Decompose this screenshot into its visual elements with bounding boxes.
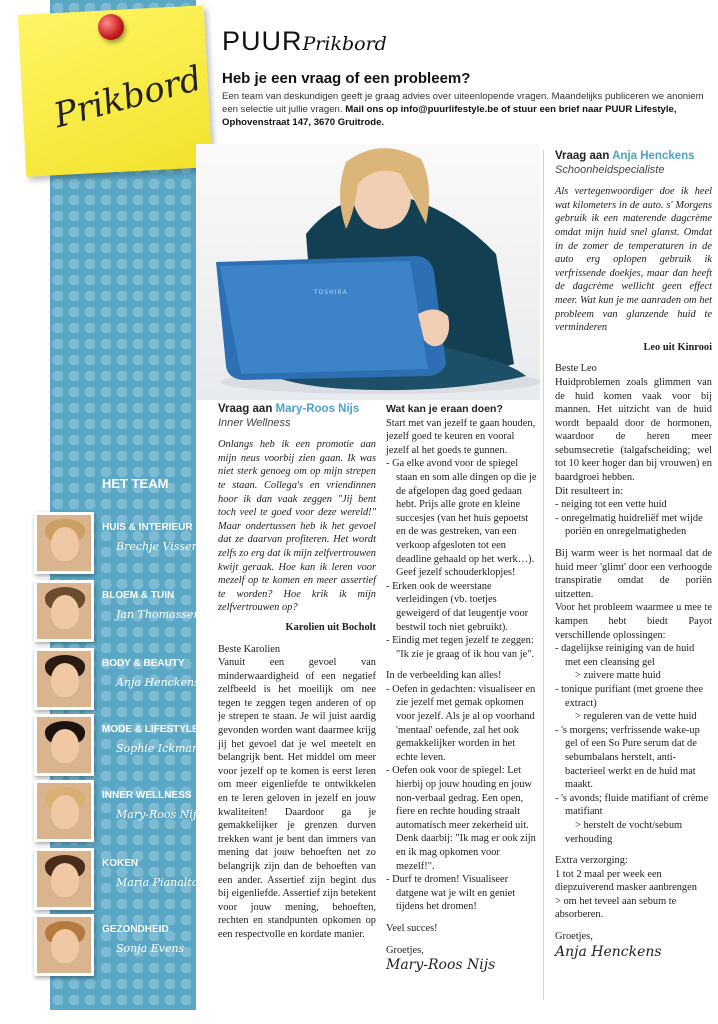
team-member-role: HUIS & INTERIEUR (102, 522, 193, 533)
brand-name: PUUR (222, 26, 303, 56)
q2-extra-title: Extra verzorging: (555, 855, 628, 867)
team-member-role: GEZONDHEID (102, 924, 169, 935)
intro-contact: Mail ons op info@puurlifestyle.be of stuur een brief naar PUUR Lifestyle, Ophovenstraat 147, 3670 Gruitrode. (222, 104, 677, 128)
team-member-role: KOKEN (102, 858, 139, 869)
q1-answer: Vanuit een gevoel van minderwaardigheid of een negatief zelfbeeld is het moeilijk om nee tegen te zeggen tegen anderen of op je strepen te staan. Je wil juist aardig gevonden worden want daarmee krijg jij het gevoel dat je wel meetelt en belangrijk bent. Het middel om meer voor jezelf op te komen is eerst leren om meer eigenliefde te ontwikkelen en te leren geloven in jezelf en jouw kwaliteiten! Daardoor ga je gemakkelijker je grenzen durven trekken want je bent dan immers van mening dat jouw behoeften net zo belangrijk zijn dan de behoeften van een ander. Assertief zijn begint dus bij eigenliefde. Assertief zijn betekent voor jouw mening, behoeften, rechten en standpunten opkomen op een respectvolle en kordate manier. (218, 657, 376, 940)
team-member (34, 512, 203, 578)
list-item: - Oefen in gedachten: visualiseer en zie jezelf met gemak opkomen voor jezelf. Als je al op voorhand 'mentaal' oefende, zal het ook gemakkelijker worden in het echte leven. (386, 683, 538, 765)
team-member-name: Jan Thomassen (116, 608, 201, 621)
list-item (555, 792, 712, 846)
avatar-face (51, 729, 79, 763)
q2-expert-name: Anja Henckens (612, 150, 695, 162)
q2-subtitle: Schoonheidspecialiste (555, 163, 665, 176)
team-member-role: MODE & LIFESTYLE (102, 724, 199, 735)
intro-text (222, 90, 712, 129)
avatar (34, 848, 94, 910)
avatar-face (51, 527, 79, 561)
q1-closing: Veel succes! (386, 922, 438, 934)
list-item (555, 683, 712, 724)
solution-text: 's avonds; fluide matifiant of crème matifiant (561, 792, 709, 818)
q2-question: Als vertegenwoordiger doe ik heel wat kilometers in de auto. s' Morgens gebruik ik een materende dagcrème omdat mijn huid snel glanst. Omdat in de zomer de temperaturen in de auto erg oplopen gebruik ik verfrissende doekjes, maar dan heeft de dagcrème wellicht geen effect meer. Wat kun je me aanraden om het probleem van glanzende huid te verminderen (555, 186, 712, 334)
list-item (555, 724, 712, 792)
q2-greeting: Beste Leo (555, 363, 597, 375)
team-member-name: Sonja Evens (116, 942, 185, 955)
solution-text: dagelijkse reiniging van de huid met een cleansing gel (561, 643, 695, 668)
q1-signature: Karolien uit Bocholt (285, 621, 376, 633)
solution-result: > zuivere matte huid (575, 670, 661, 682)
q1-tips-heading: Wat kan je eraan doen? (386, 403, 503, 415)
team-member-name: Maria Pianalto (116, 876, 199, 889)
hero-photo (196, 144, 540, 400)
avatar-face (51, 863, 79, 897)
intro-body: Een team van deskundigen geeft je graag advies over uiteenlopende vragen. Maandelijks publiceren we anoniem een selectie uit jullie vragen. (222, 91, 704, 115)
q1-regards: Groetjes, (386, 944, 424, 956)
list-item: - Oefen ook voor de spiegel: Let hierbij op jouw houding en jouw non-verbaal gedrag. Een open, fiere en rechte houding straalt automatisch meer zekerheid uit. Denk daarbij: "Ik mag er ook zijn en ik mag opkomen voor mezelf!". (386, 764, 538, 873)
q1-imagination-heading: In de verbeelding kan alles! (386, 670, 502, 682)
list-item: - neiging tot een vette huid (555, 498, 712, 512)
q1-continued-column (386, 403, 538, 973)
team-member (34, 648, 200, 714)
intro-block (222, 70, 712, 129)
solution-text: tonique purifiant (met groene thee extract) (561, 683, 704, 709)
q2-author-signature: Anja Henckens (555, 943, 662, 960)
svg-text:TOSHIBA: TOSHIBA (314, 289, 348, 296)
q1-greeting: Beste Karolien (218, 643, 281, 655)
woman-with-laptop-illustration (196, 144, 540, 400)
q2-signature: Leo uit Kinrooi (643, 341, 712, 353)
team-title: HET TEAM (102, 476, 169, 491)
q2-extra-text: 1 tot 2 maal per week een diepzuiverend masker aanbrengen (555, 868, 697, 894)
team-member-name: Mary-Roos Nijs (116, 808, 202, 821)
solution-result: > reguleren van de vette huid (575, 711, 697, 723)
column-divider (543, 150, 544, 1000)
q1-tips-list (386, 457, 538, 661)
list-item: - Durf te dromen! Visualiseer datgene wat je wilt en geniet tijdens het dromen! (386, 873, 538, 914)
push-pin-icon (98, 14, 124, 40)
q2-extra-result: > om het teveel aan sebum te absorberen. (555, 895, 677, 921)
avatar-face (51, 795, 79, 829)
list-item (555, 642, 712, 683)
q1-tips-intro: Start met van jezelf te gaan houden, jezelf goed te keuren en vooral jezelf al het goeds te gunnen. (386, 417, 536, 456)
avatar (34, 780, 94, 842)
q2-results-list (555, 498, 712, 539)
list-item: - onregelmatig huidreliëf met wijde poriën en onregelmatigheden (555, 512, 712, 539)
team-member-name: Sophie Ickmans (116, 742, 205, 755)
avatar (34, 648, 94, 710)
q2-answer: Huidproblemen zoals glimmen van de huid komen vaak voor bij mannen. Het uitzicht van de huid wordt bepaald door de hormonen, waardoor de heren meer sebumsecretie (talgafscheiding; wel tot 10 keer hoger dan bij vrouwen) en baardgroei hebben. (555, 376, 712, 484)
team-member (34, 780, 202, 846)
q1-subtitle: Inner Wellness (218, 416, 291, 429)
section-name: Prikbord (302, 33, 387, 55)
avatar (34, 914, 94, 976)
q2-solutions-intro: Voor het probleem waarmee u mee te kampen hebt biedt Payot verschillende oplossingen: (555, 602, 712, 641)
list-item: - Ga elke avond voor de spiegel staan en som alle dingen op die je de afgelopen dag goed gedaan hebt. Prijs alle grote en kleine succesjes (van het huis gepoetst en de was gestreken, van een verkoop afgesloten tot een deadline gehaald op het werk…). Geef jezelf schouderklopjes! (386, 457, 538, 579)
masthead (222, 26, 387, 57)
team-member (34, 848, 199, 914)
q1-author-signature: Mary-Roos Nijs (386, 957, 496, 974)
q1-expert-name: Mary-Roos Nijs (275, 403, 360, 415)
q2-result-intro: Dit resulteert in: (555, 485, 624, 497)
sticky-note-label: Prikbord (49, 58, 206, 137)
avatar (34, 714, 94, 776)
q1-column (218, 403, 376, 942)
q1-question: Onlangs heb ik een promotie aan mijn neus voorbij zien gaan. Ik was niet sterk genoeg om op mijn strepen te staan. Collega's en vriendinnen hoor ik dan vaak zeggen "Jij bent toch veel te goed voor deze wereld!" Maar ondertussen heb ik het gevoel dat ze daarvan profiteren. Het wordt zelfs zo erg dat ik mijn zelfvertrouwen kwijt geraak. Hoe kan ik leren voor mezelf op te komen en meer assertief te worden? Hoe krik ik mijn zelfvertrouwen op? (218, 439, 376, 614)
q1-heading-lead: Vraag aan (218, 403, 276, 415)
q2-heading (555, 150, 712, 164)
team-member-role: BLOEM & TUIN (102, 590, 175, 601)
avatar (34, 580, 94, 642)
avatar (34, 512, 94, 574)
team-member-name: Brechje Vissers (116, 540, 203, 553)
intro-heading: Heb je een vraag of een probleem? (222, 70, 471, 87)
q1-imagination-list (386, 683, 538, 914)
q2-regards: Groetjes, (555, 931, 593, 943)
team-member (34, 914, 194, 980)
avatar-face (51, 595, 79, 629)
list-item: - Eindig met tegen jezelf te zeggen: "Ik zie je graag of ik hou van je". (386, 634, 538, 661)
q2-heading-lead: Vraag aan (555, 150, 613, 162)
list-item: - Erken ook de weerstane verleidingen (vb. toetjes geweigerd of dat leugentje voor bestwil toch niet gebruikt). (386, 580, 538, 634)
avatar-face (51, 929, 79, 963)
q2-warm-weather: Bij warm weer is het normaal dat de huid meer 'glimt' door een verhoogde transpiratie omdat de poriën uitzetten. (555, 548, 712, 600)
avatar-face (51, 663, 79, 697)
q2-column (555, 150, 712, 959)
team-member-role: BODY & BEAUTY (102, 658, 185, 669)
q2-solutions-list (555, 642, 712, 846)
solution-text: 's morgens; verfrissende wake-up gel of een So Pure serum dat de sebumbalans herstelt, anti-bacterieel werkt en de huid mat maakt. (561, 724, 700, 791)
team-member (34, 714, 205, 780)
team-member-name: Anja Henckens (116, 676, 200, 689)
team-member-role: INNER WELLNESS (102, 790, 192, 801)
solution-result: > herstelt de vocht/sebum verhouding (565, 819, 683, 845)
q1-heading (218, 403, 376, 417)
team-member (34, 580, 201, 646)
